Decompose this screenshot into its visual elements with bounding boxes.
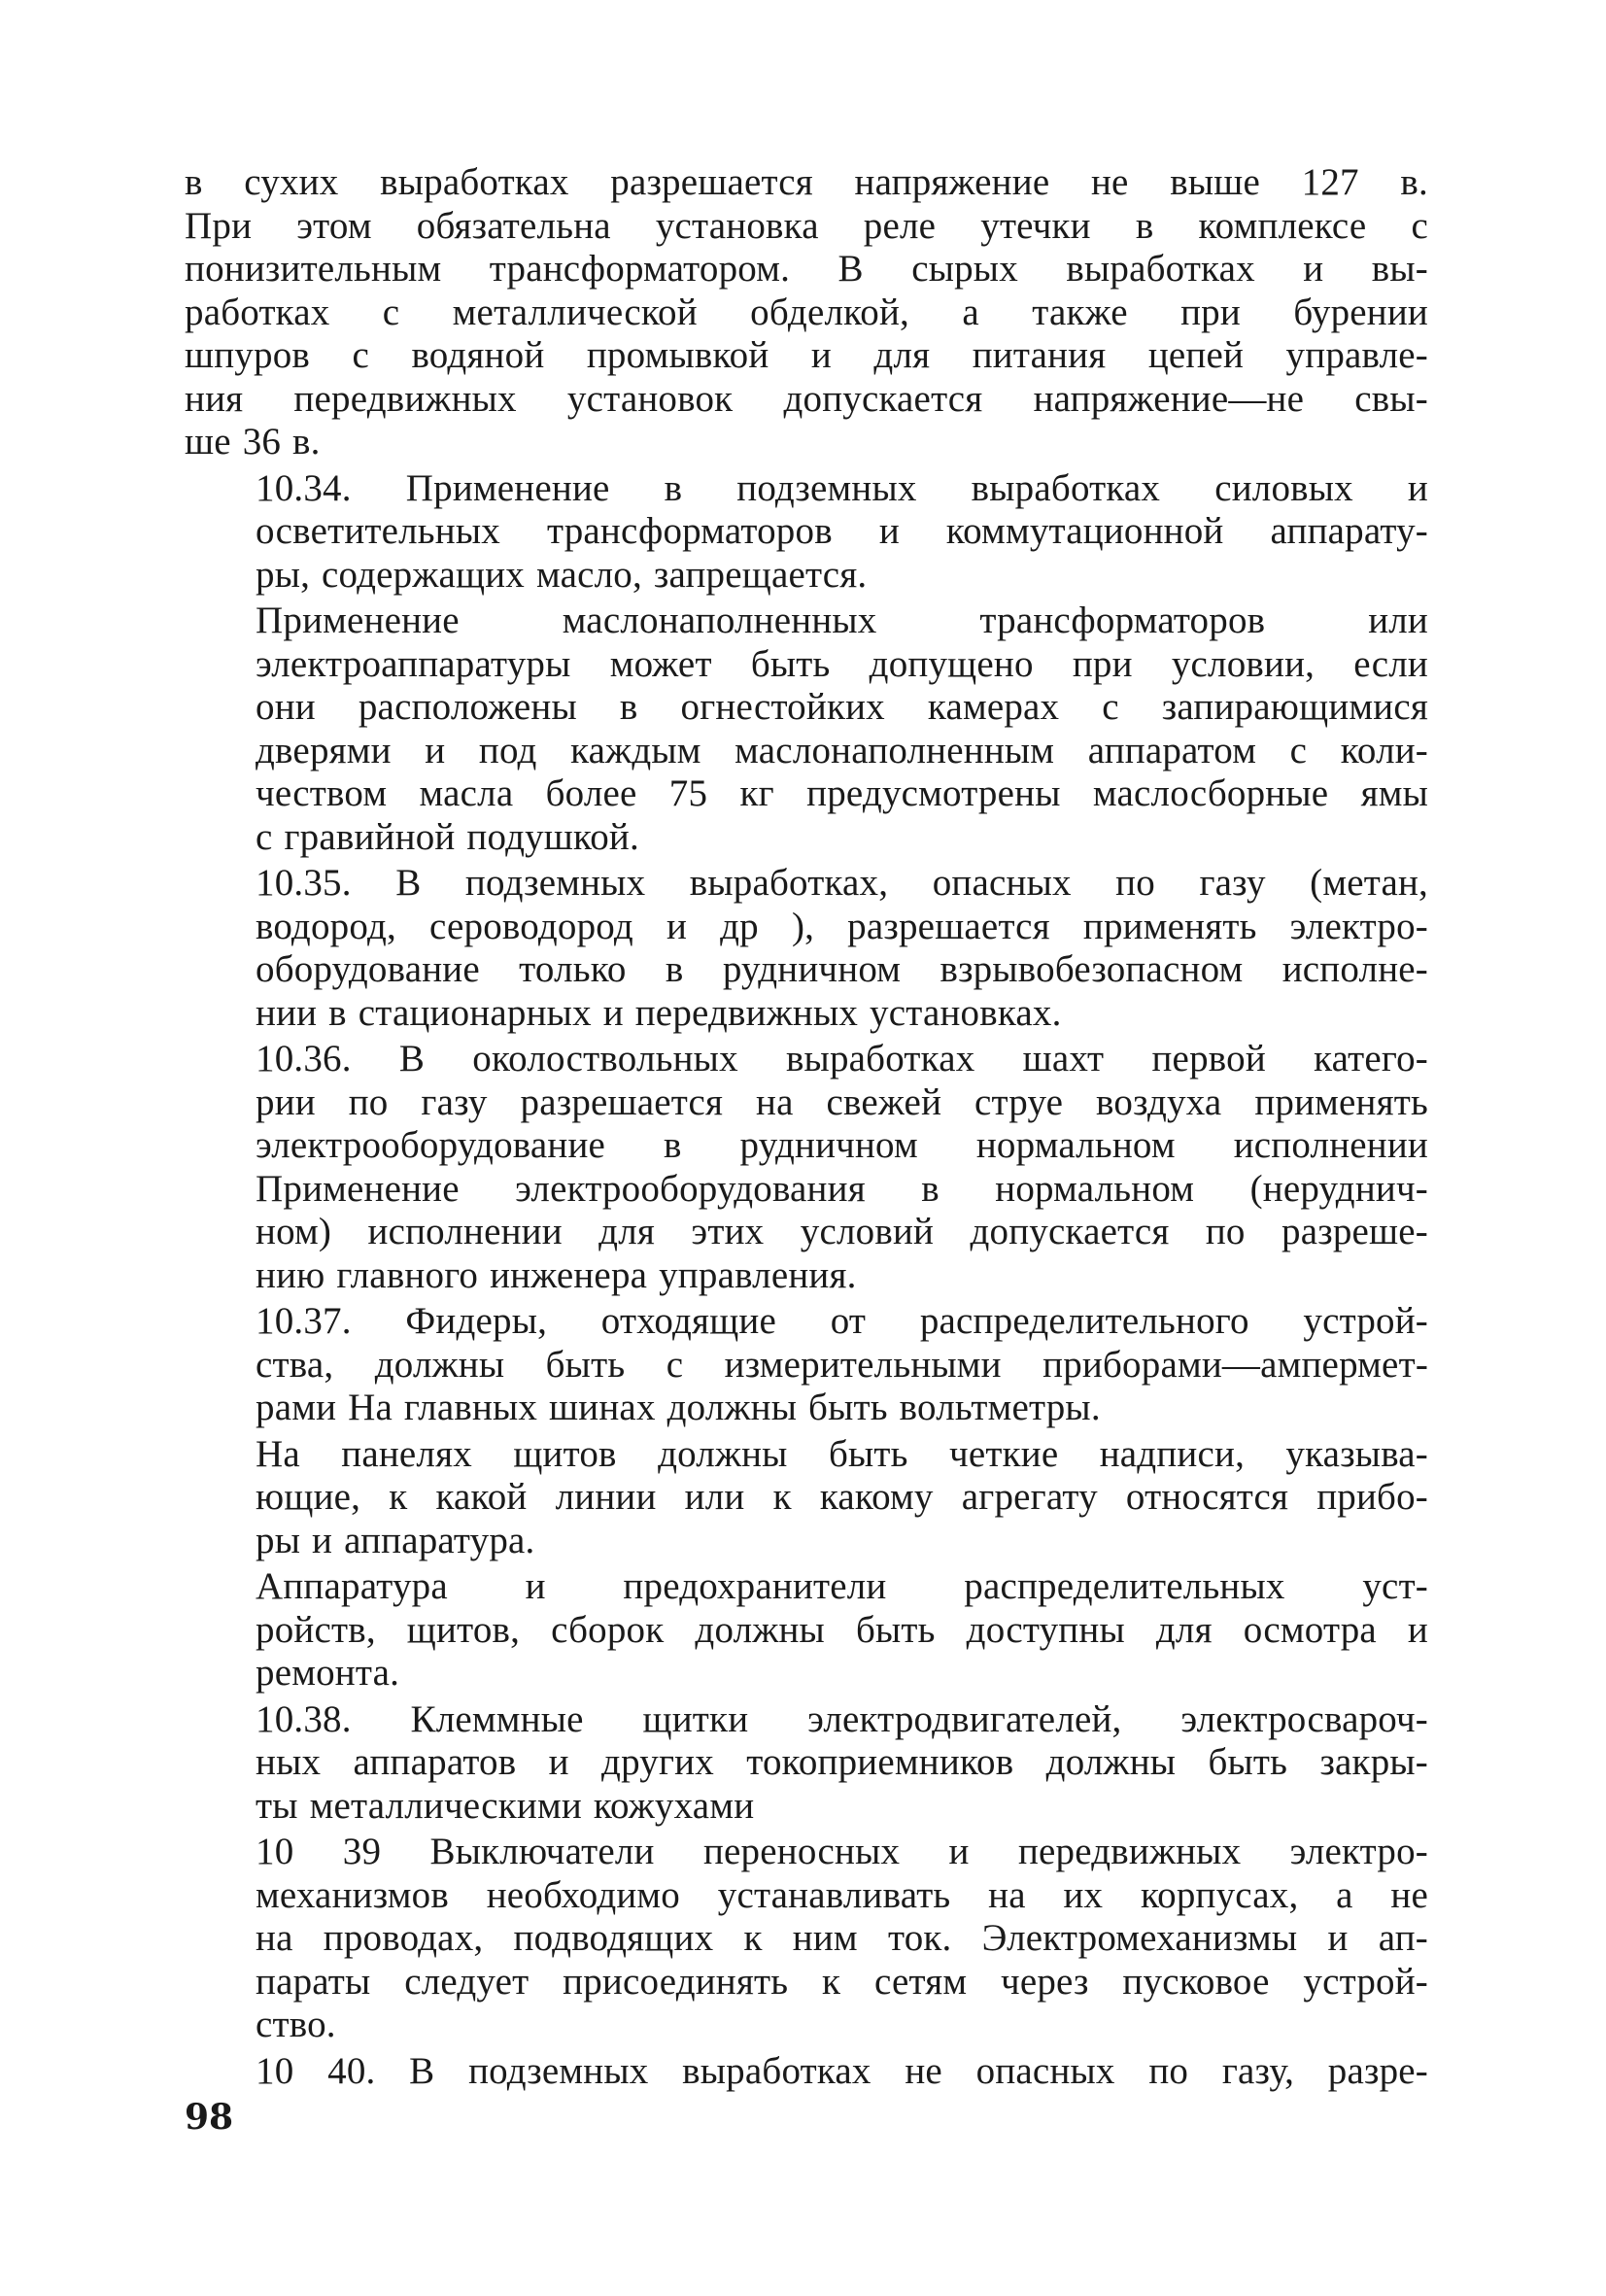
text-line: чеством масла более 75 кг предусмотрены маслосборные ямы <box>256 772 1428 814</box>
text-line: Применение электрооборудования в нормальном (неруднич- <box>256 1167 1428 1210</box>
paragraph-10-39 <box>185 1831 1428 2047</box>
page-number: 98 <box>185 2097 234 2138</box>
text-line: ство. <box>256 2004 336 2045</box>
text-line: 10.35. В подземных выработках, опасных по газу (метан, <box>256 862 1428 904</box>
body-text <box>185 161 1428 2096</box>
text-line: дверями и под каждым маслонаполненным аппаратом с коли- <box>256 729 1428 771</box>
text-line: электрооборудование в рудничном нормальном исполнении <box>256 1124 1428 1166</box>
text-line: ном) исполнении для этих условий допускается по разреше- <box>256 1211 1428 1252</box>
text-line: электроаппаратуры может быть допущено при условии, если <box>256 642 1428 685</box>
paragraph-10-35 <box>185 862 1428 1035</box>
paragraph-equipment-access <box>185 1565 1428 1696</box>
text-line: рами На главных шинах должны быть вольтметры. <box>256 1387 1101 1428</box>
text-line: На панелях щитов должны быть четкие надписи, указыва- <box>256 1432 1428 1475</box>
text-line: понизительным трансформатором. В сырых выработках и вы- <box>185 248 1428 290</box>
text-line: водород, сероводород и др ), разрешается применять электро- <box>256 905 1428 947</box>
text-line: 10.34. Применение в подземных выработках силовых и <box>256 466 1428 509</box>
text-line: они расположены в огнестойких камерах с запирающимися <box>256 686 1428 728</box>
paragraph-panel-labels <box>185 1433 1428 1563</box>
text-line: осветительных трансформаторов и коммутационной аппарату- <box>256 510 1428 552</box>
text-line: ры, содержащих масло, запрещается. <box>256 553 868 596</box>
text-line: ющие, к какой линии или к какому агрегату относятся прибо- <box>256 1476 1428 1518</box>
text-line: на проводах, подводящих к ним ток. Электромеханизмы и ап- <box>256 1917 1428 1959</box>
paragraph-oil-equipment <box>185 600 1428 859</box>
text-line: Аппаратура и предохранители распределительных уст- <box>256 1565 1428 1607</box>
text-line: ния передвижных установок допускается напряжение—не свы- <box>185 377 1428 420</box>
paragraph-1 <box>185 161 1428 464</box>
text-line: нии в стационарных и передвижных установках. <box>256 991 1062 1034</box>
text-line: оборудование только в рудничном взрывобезопасном исполне- <box>256 948 1428 990</box>
text-line: 10.36. В околоствольных выработках шахт первой катего- <box>256 1038 1428 1079</box>
text-line: с гравийной подушкой. <box>256 815 639 858</box>
text-line: 10 39 Выключатели переносных и передвижных электро- <box>256 1831 1428 1872</box>
text-line: ремонта. <box>256 1652 400 1694</box>
text-line: 10.37. Фидеры, отходящие от распределительного устрой- <box>256 1300 1428 1342</box>
text-line: рии по газу разрешается на свежей струе воздуха применять <box>256 1080 1428 1123</box>
text-line: работках с металлической обделкой, а также при бурении <box>185 291 1428 333</box>
text-line: шпуров с водяной промывкой и для питания цепей управле- <box>185 334 1428 376</box>
paragraph-10-37 <box>185 1300 1428 1430</box>
paragraph-10-34 <box>185 467 1428 598</box>
text-line: ры и аппаратура. <box>256 1519 535 1561</box>
text-line: нию главного инженера управления. <box>256 1253 857 1296</box>
text-line: ты металлическими кожухами <box>256 1784 755 1827</box>
text-line: ства, должны быть с измерительными приборами—ампермет- <box>256 1343 1428 1386</box>
text-line: в сухих выработках разрешается напряжение не выше 127 в. <box>185 161 1428 203</box>
paragraph-10-36 <box>185 1038 1428 1297</box>
text-line: 10.38. Клеммные щитки электродвигателей, электросвароч- <box>256 1697 1428 1740</box>
text-line: Применение маслонаполненных трансформаторов или <box>256 600 1428 641</box>
paragraph-10-40 <box>185 2050 1428 2094</box>
text-line: 10 40. В подземных выработках не опасных по газу, разре- <box>256 2049 1428 2092</box>
text-line: параты следует присоединять к сетям через пусковое устрой- <box>256 1960 1428 2003</box>
text-line: ройств, щитов, сборок должны быть доступны для осмотра и <box>256 1608 1428 1651</box>
text-line: механизмов необходимо устанавливать на их корпусах, а не <box>256 1873 1428 1916</box>
text-line: ше 36 в. <box>185 421 321 463</box>
paragraph-10-38 <box>185 1698 1428 1829</box>
text-line: ных аппаратов и других токоприемников должны быть закры- <box>256 1741 1428 1783</box>
text-line: При этом обязательна установка реле утечки в комплексе с <box>185 204 1428 247</box>
